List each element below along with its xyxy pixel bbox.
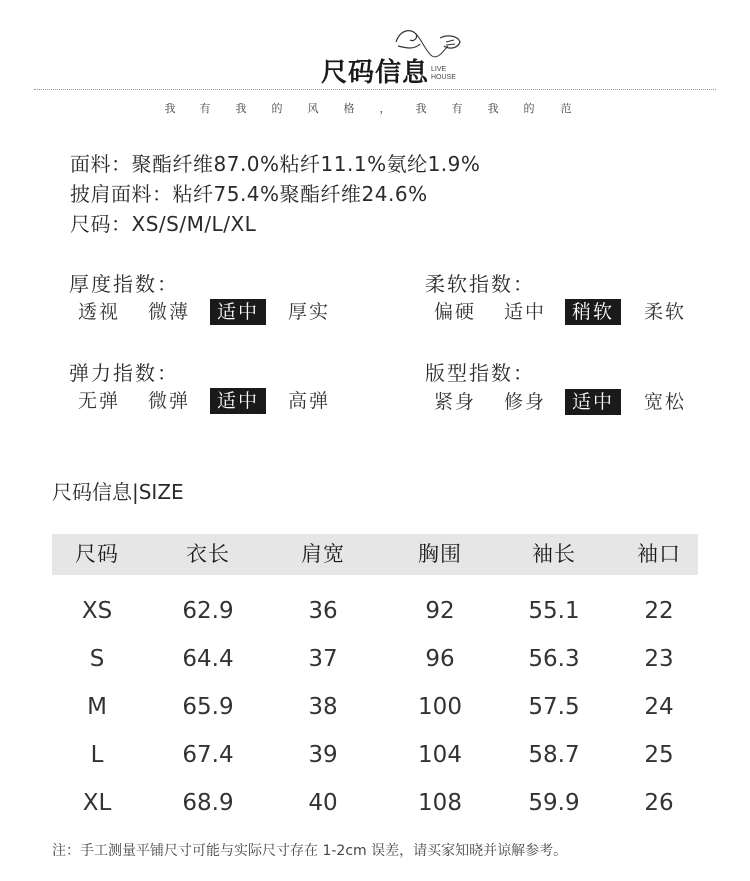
shawl-fabric-composition: 披肩面料：粘纤75.4%聚酯纤维24.6% <box>70 182 428 206</box>
table-cell: 57.5 <box>528 694 580 720</box>
table-cell: 36 <box>308 598 338 624</box>
thickness-option: 厚实 <box>288 301 331 323</box>
size-section-title: 尺码信息|SIZE <box>52 480 184 504</box>
slogan-char: 格 <box>343 102 355 115</box>
softness-option: 柔软 <box>644 301 687 323</box>
thickness-option-selected: 适中 <box>210 299 266 325</box>
table-cell: L <box>90 742 104 768</box>
table-header-cell: 胸围 <box>418 542 462 566</box>
table-cell: 67.4 <box>182 742 234 768</box>
table-cell: 96 <box>425 646 455 672</box>
table-cell: 64.4 <box>182 646 234 672</box>
softness-option: 适中 <box>504 301 547 323</box>
table-cell: 100 <box>418 694 462 720</box>
fit-option: 修身 <box>504 391 547 413</box>
table-cell: 56.3 <box>528 646 580 672</box>
elasticity-option: 微弹 <box>148 390 191 412</box>
thickness-option: 微薄 <box>148 301 191 323</box>
table-cell: 108 <box>418 790 462 816</box>
table-cell: 24 <box>644 694 674 720</box>
table-cell: 59.9 <box>528 790 580 816</box>
table-cell: 23 <box>644 646 674 672</box>
slogan-char: 有 <box>199 102 211 115</box>
table-cell: 58.7 <box>528 742 580 768</box>
slogan-char: 风 <box>307 102 319 115</box>
table-cell: S <box>89 646 105 672</box>
elasticity-option: 无弹 <box>78 390 121 412</box>
table-cell: XL <box>82 790 112 816</box>
slogan-char: 有 <box>451 102 463 115</box>
table-header-cell: 袖长 <box>532 542 576 566</box>
dotted-divider <box>34 89 716 90</box>
slogan <box>0 100 750 114</box>
slogan-char: 我 <box>415 102 427 115</box>
slogan-char: 我 <box>235 102 247 115</box>
table-cell: XS <box>81 598 113 624</box>
table-header-cell: 衣长 <box>186 542 230 566</box>
table-cell: 65.9 <box>182 694 234 720</box>
elasticity-option-selected: 适中 <box>210 388 266 414</box>
available-sizes: 尺码：XS/S/M/L/XL <box>70 212 257 236</box>
thickness-option: 透视 <box>78 301 121 323</box>
table-header-cell: 袖口 <box>637 542 681 566</box>
table-cell: 55.1 <box>528 598 580 624</box>
elasticity-option: 高弹 <box>288 390 331 412</box>
slogan-char: 范 <box>560 102 572 115</box>
page-title: 尺码信息 <box>320 58 429 88</box>
fit-option: 宽松 <box>644 391 687 413</box>
fit-option: 紧身 <box>434 391 477 413</box>
slogan-char: 的 <box>523 102 535 115</box>
table-cell: 37 <box>308 646 338 672</box>
table-header-cell: 肩宽 <box>301 542 345 566</box>
table-cell: M <box>87 694 107 720</box>
table-cell: 39 <box>308 742 338 768</box>
slogan-char: 我 <box>164 102 176 115</box>
table-header-cell: 尺码 <box>75 542 119 566</box>
softness-index-title: 柔软指数： <box>425 272 535 296</box>
table-cell: 25 <box>644 742 674 768</box>
table-cell: 68.9 <box>182 790 234 816</box>
table-cell: 40 <box>308 790 338 816</box>
brand-logo: LIVE HOUSE <box>431 66 456 81</box>
fabric-composition: 面料：聚酯纤维87.0%粘纤11.1%氨纶1.9% <box>70 152 481 176</box>
thickness-index-title: 厚度指数： <box>69 272 179 296</box>
table-cell: 38 <box>308 694 338 720</box>
table-cell: 26 <box>644 790 674 816</box>
table-cell: 104 <box>418 742 462 768</box>
size-table-header <box>52 534 698 575</box>
softness-option-selected: 稍软 <box>565 299 621 325</box>
fit-option-selected: 适中 <box>565 389 621 415</box>
slogan-char: 我 <box>487 102 499 115</box>
fit-index-title: 版型指数： <box>425 361 535 385</box>
table-cell: 62.9 <box>182 598 234 624</box>
slogan-char: ， <box>379 102 391 115</box>
table-cell: 22 <box>644 598 674 624</box>
table-cell: 92 <box>425 598 455 624</box>
elasticity-index-title: 弹力指数： <box>69 361 179 385</box>
slogan-char: 的 <box>271 102 283 115</box>
measurement-note: 注：手工测量平铺尺寸可能与实际尺寸存在 1-2cm 误差，请买家知晓并谅解参考。 <box>52 843 568 859</box>
softness-option: 偏硬 <box>434 301 477 323</box>
